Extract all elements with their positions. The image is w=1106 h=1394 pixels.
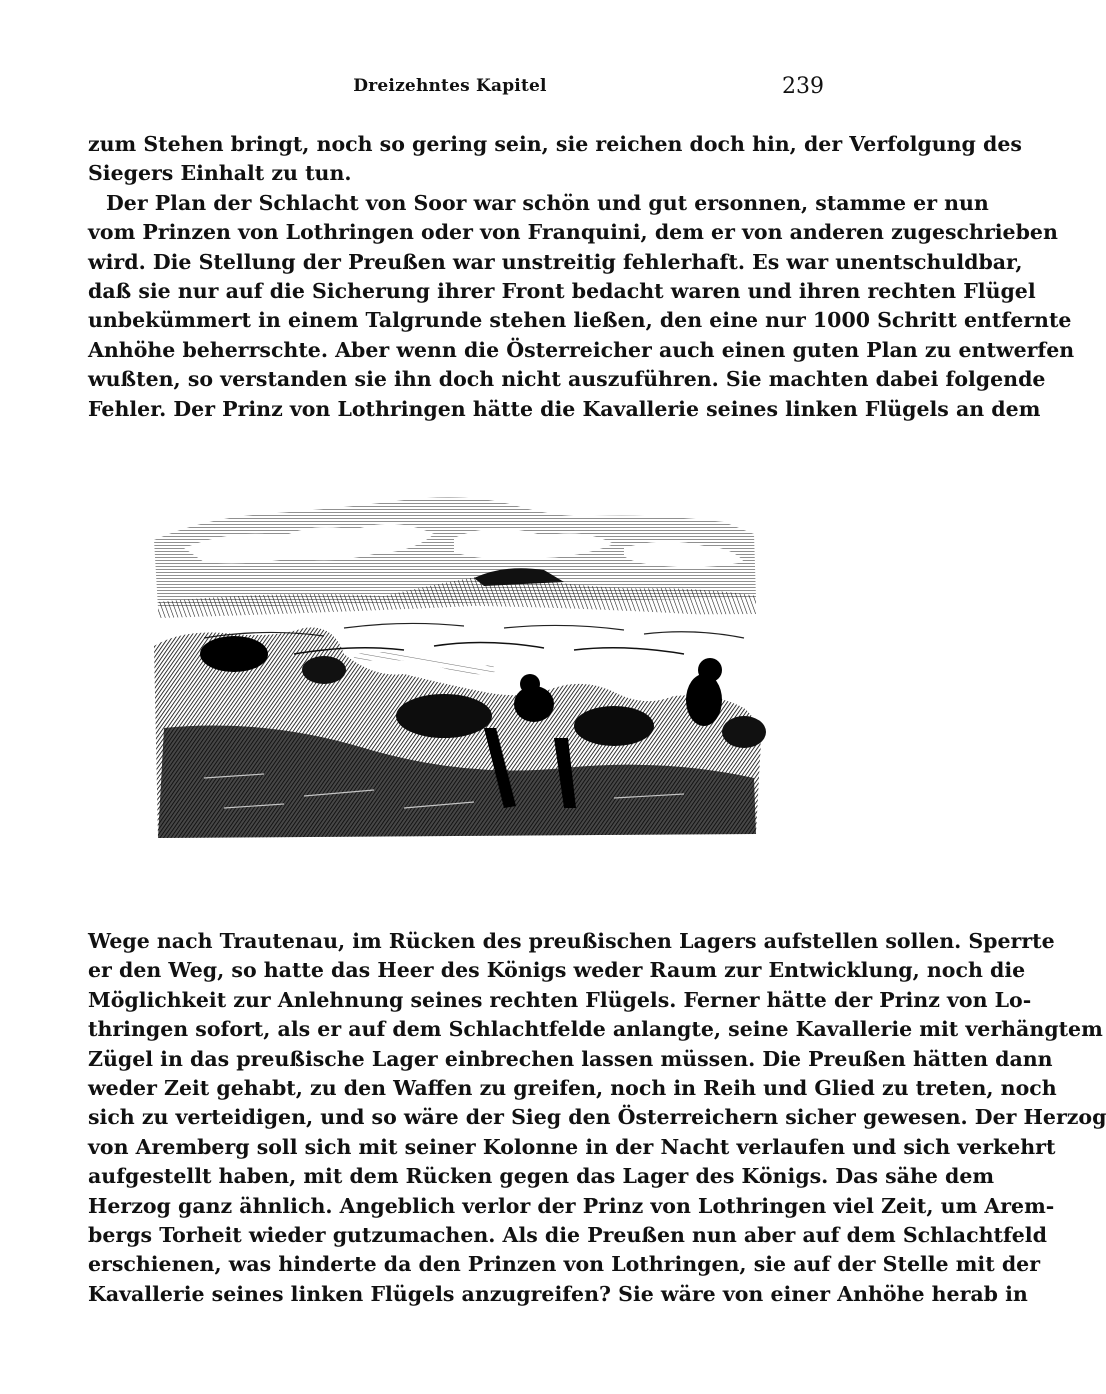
text-line: Kavallerie seines linken Flügels anzugreifen? Sie wäre von einer Anhöhe herab in <box>88 1281 1028 1306</box>
text-line: erschienen, was hinderte da den Prinzen von Lothringen, sie auf der Stelle mit der <box>88 1252 1040 1277</box>
text-line: Anhöhe beherrschte. Aber wenn die Österreicher auch einen guten Plan zu entwerfen <box>88 337 1075 362</box>
page-number: 239 <box>782 74 824 99</box>
text-block-top <box>88 130 1075 424</box>
text-line: von Aremberg soll sich mit seiner Kolonne in der Nacht verlaufen und sich verkehrt <box>88 1134 1056 1159</box>
battlefield-engraving <box>144 478 770 864</box>
text-line: Möglichkeit zur Anlehnung seines rechten Flügels. Ferner hätte der Prinz von Lo- <box>88 987 1032 1012</box>
text-line: wird. Die Stellung der Preußen war unstreitig fehlerhaft. Es war unentschuldbar, <box>88 249 1023 274</box>
paragraph <box>88 130 1022 189</box>
text-line: zum Stehen bringt, noch so gering sein, sie reichen doch hin, der Verfolgung des <box>88 132 1022 156</box>
paragraph <box>88 189 1075 424</box>
text-line: thringen sofort, als er auf dem Schlachtfelde anlangte, seine Kavallerie mit verhängtem <box>88 1017 1103 1042</box>
text-line: weder Zeit gehabt, zu den Waffen zu greifen, noch in Reih und Glied zu treten, noch <box>88 1076 1057 1101</box>
text-line: Der Plan der Schlacht von Soor war schön und gut ersonnen, stamme er nun <box>106 190 989 215</box>
paragraph <box>88 927 1106 1309</box>
text-line: Siegers Einhalt zu tun. <box>88 161 352 186</box>
engraving-image <box>144 478 770 864</box>
text-line: er den Weg, so hatte das Heer des Königs weder Raum zur Entwicklung, noch die <box>88 958 1026 983</box>
text-block-bottom <box>88 927 1106 1309</box>
text-line: daß sie nur auf die Sicherung ihrer Front bedacht waren und ihren rechten Flügel <box>88 279 1036 304</box>
text-line: wußten, so verstanden sie ihn doch nicht auszuführen. Sie machten dabei folgende <box>88 367 1046 392</box>
text-line: Wege nach Trautenau, im Rücken des preußischen Lagers aufstellen sollen. Sperrte <box>88 929 1055 953</box>
text-line: bergs Torheit wieder gutzumachen. Als die Preußen nun aber auf dem Schlachtfeld <box>88 1223 1047 1248</box>
text-line: Zügel in das preußische Lager einbrechen lassen müssen. Die Preußen hätten dann <box>88 1046 1053 1071</box>
text-line: vom Prinzen von Lothringen oder von Franquini, dem er von anderen zugeschrieben <box>88 220 1058 245</box>
text-line: unbekümmert in einem Talgrunde stehen ließen, den eine nur 1000 Schritt entfernte <box>88 308 1072 333</box>
running-title: Dreizehntes Kapitel <box>353 76 547 96</box>
page-header <box>0 74 900 104</box>
text-line: aufgestellt haben, mit dem Rücken gegen das Lager des Königs. Das sähe dem <box>88 1164 995 1189</box>
text-line: sich zu verteidigen, und so wäre der Sieg den Österreichern sicher gewesen. Der Herzog <box>88 1105 1106 1130</box>
text-line: Herzog ganz ähnlich. Angeblich verlor der Prinz von Lothringen viel Zeit, um Arem- <box>88 1193 1055 1218</box>
text-line: Fehler. Der Prinz von Lothringen hätte die Kavallerie seines linken Flügels an dem <box>88 396 1041 421</box>
